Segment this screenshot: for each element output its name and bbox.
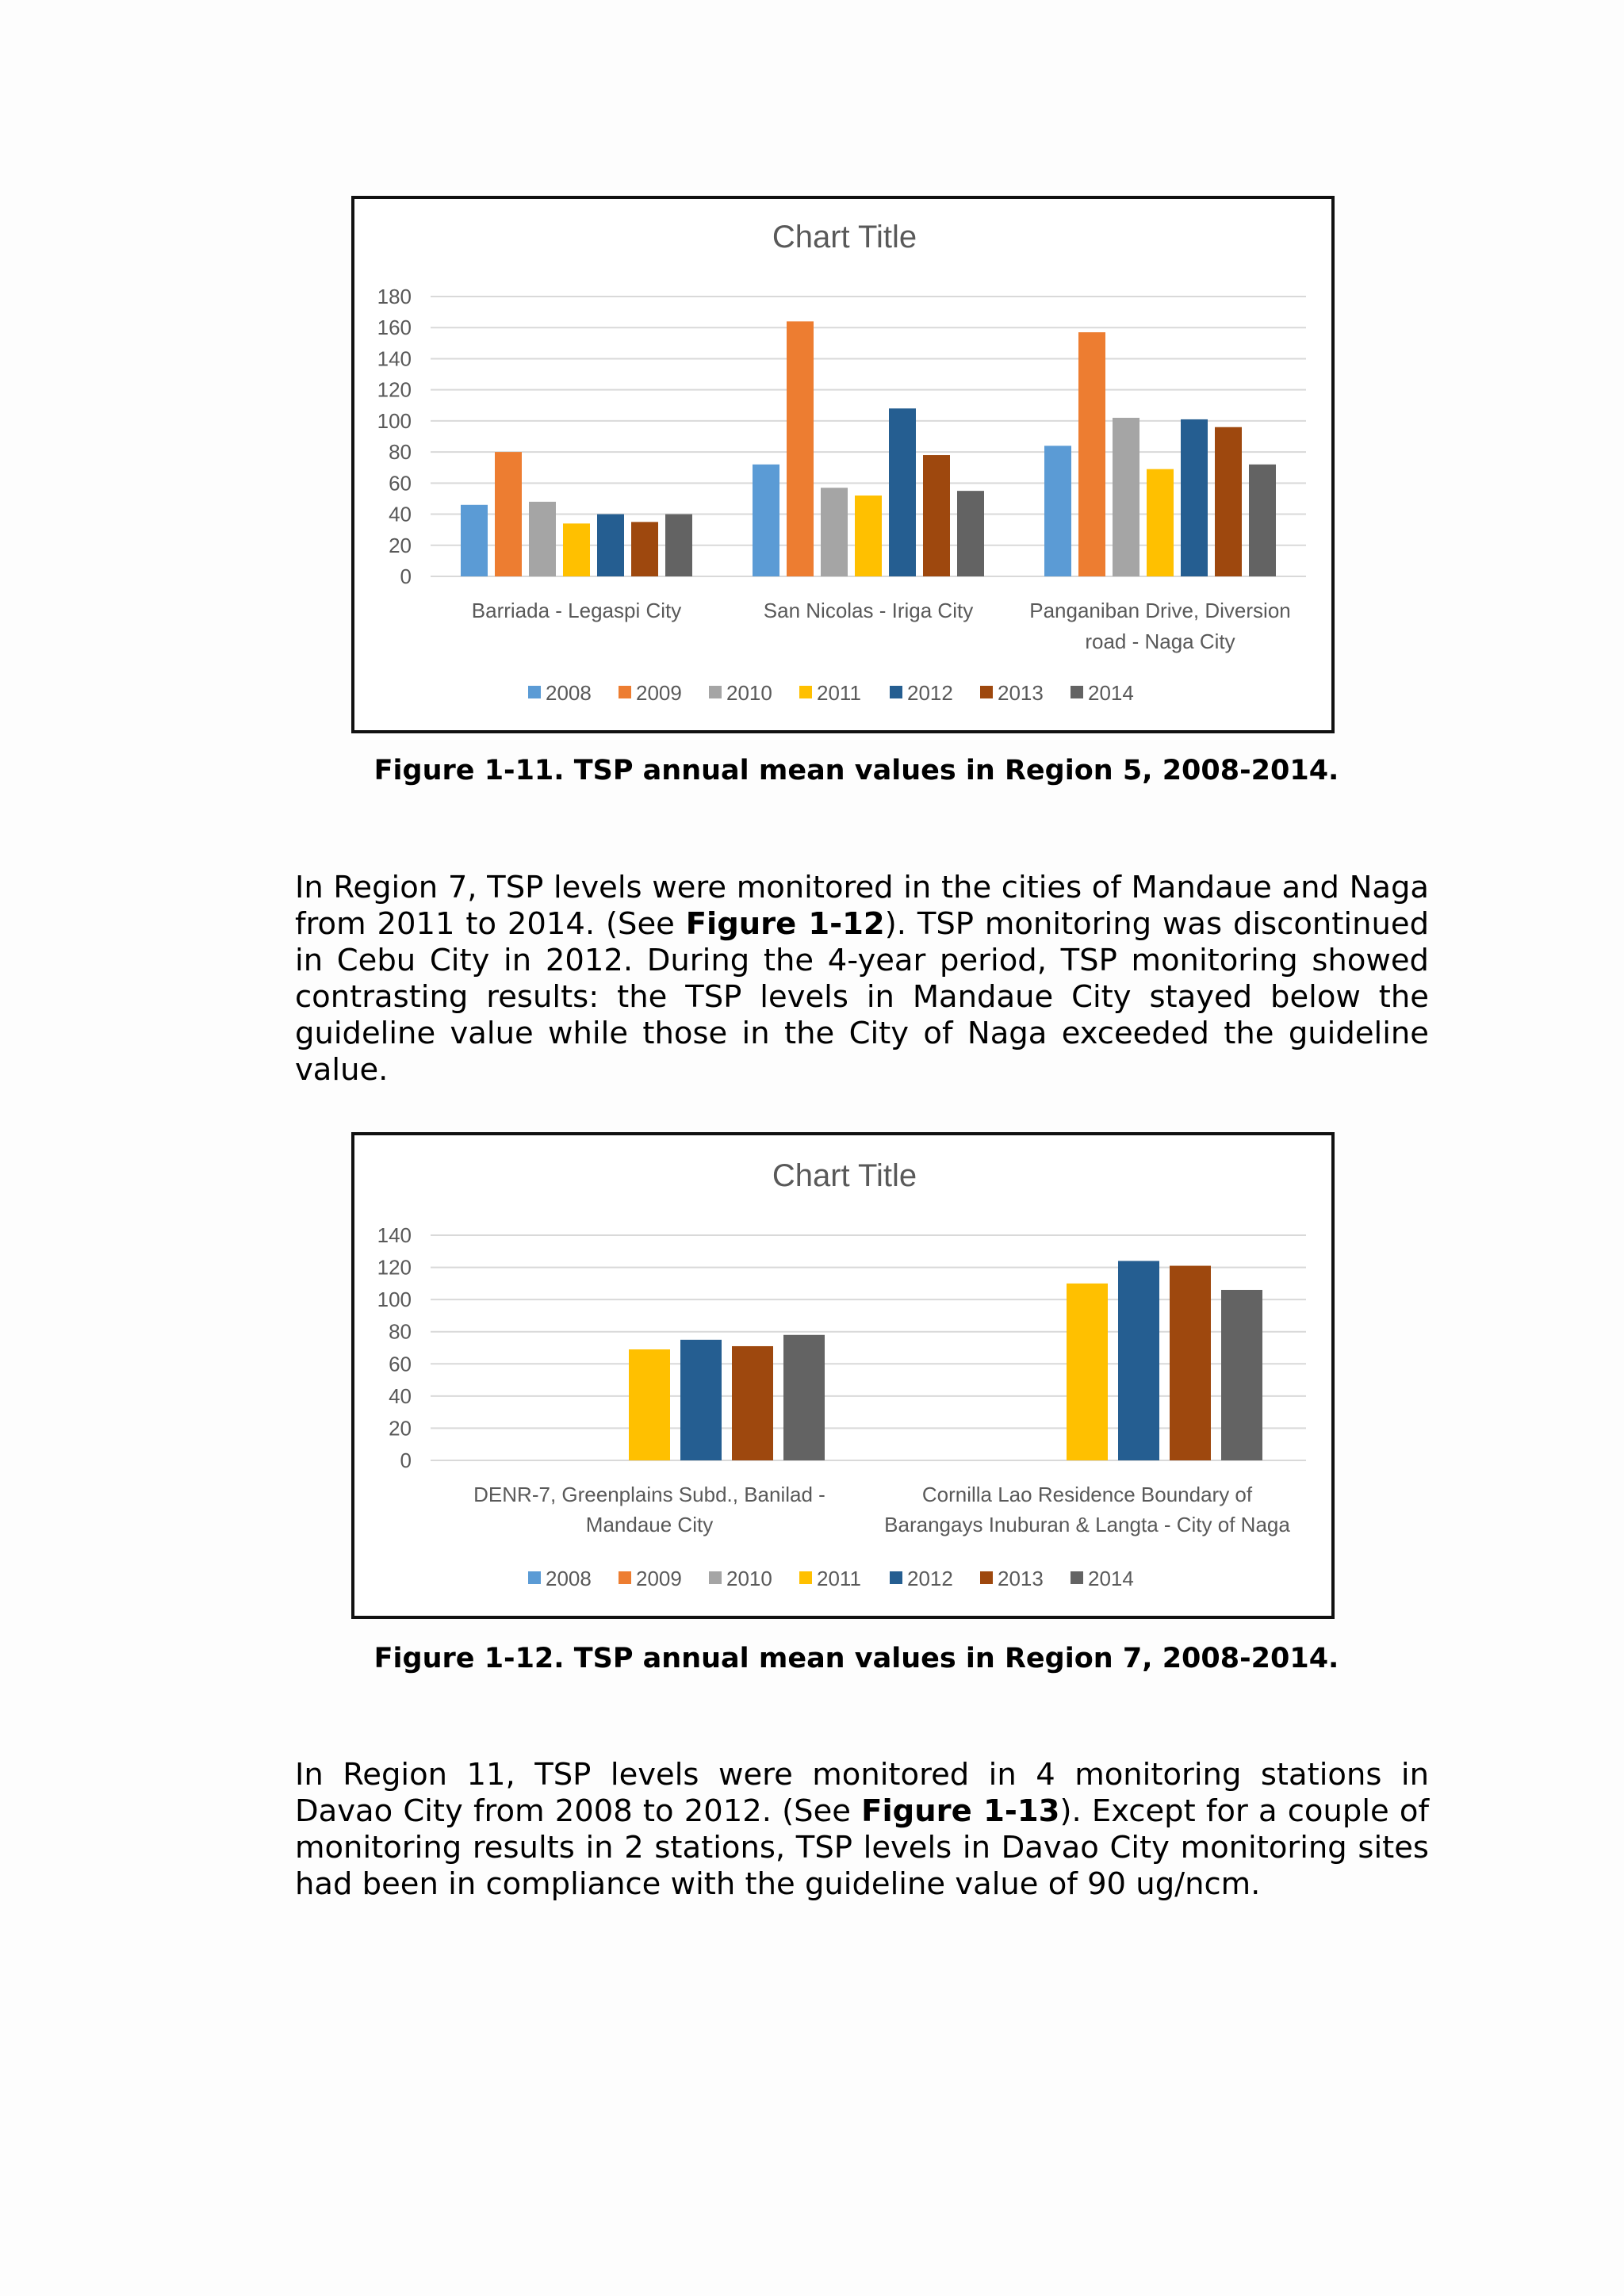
legend-label: 2011 bbox=[817, 1567, 861, 1590]
y-tick-label: 140 bbox=[377, 1223, 412, 1247]
legend-swatch bbox=[1071, 1571, 1083, 1584]
legend-label: 2009 bbox=[636, 681, 682, 705]
bar bbox=[597, 515, 624, 576]
bar bbox=[1044, 446, 1071, 576]
paragraph-region-11-text-1: In Region 11, TSP levels were monitored in 4 monitoring stations in Davao City from 2008 to 2012. (See bbox=[295, 1757, 1429, 1829]
bar bbox=[957, 491, 984, 576]
bar bbox=[1170, 1266, 1211, 1460]
bar bbox=[461, 505, 488, 576]
y-tick-label: 80 bbox=[389, 1319, 412, 1344]
chart-title: Chart Title bbox=[772, 1158, 917, 1193]
x-category-label: Barriada - Legaspi City bbox=[471, 599, 682, 622]
y-tick-label: 0 bbox=[400, 564, 412, 588]
bar bbox=[753, 465, 779, 576]
y-tick-label: 20 bbox=[389, 1416, 412, 1441]
legend-label: 2010 bbox=[726, 681, 772, 705]
figure-1-12-caption: Figure 1-12. TSP annual mean values in Region 7, 2008-2014. bbox=[373, 1643, 1339, 1674]
bar bbox=[1118, 1261, 1159, 1460]
bar bbox=[1215, 427, 1242, 576]
legend-label: 2012 bbox=[907, 1567, 953, 1590]
figure-1-11-chart bbox=[351, 196, 1335, 733]
bar bbox=[1067, 1284, 1108, 1460]
legend-label: 2008 bbox=[546, 1567, 592, 1590]
x-category-label: DENR-7, Greenplains Subd., Banilad - bbox=[473, 1483, 825, 1506]
legend-label: 2014 bbox=[1088, 1567, 1134, 1590]
legend-swatch bbox=[890, 686, 902, 698]
legend-label: 2008 bbox=[546, 681, 592, 705]
legend-swatch bbox=[619, 686, 631, 698]
y-tick-label: 80 bbox=[389, 440, 412, 465]
figure-1-11-chart-svg bbox=[354, 199, 1331, 730]
legend-label: 2013 bbox=[998, 681, 1044, 705]
x-category-label: Barangays Inuburan & Langta - City of Naga bbox=[884, 1513, 1290, 1536]
chart-title: Chart Title bbox=[772, 220, 917, 254]
bar bbox=[1249, 465, 1276, 576]
bar bbox=[732, 1346, 773, 1460]
legend-swatch bbox=[528, 686, 541, 698]
y-tick-label: 140 bbox=[377, 346, 412, 371]
y-tick-label: 20 bbox=[389, 533, 412, 557]
paragraph-region-11 bbox=[295, 1757, 1429, 1903]
figure-1-12-chart bbox=[351, 1132, 1335, 1619]
bar bbox=[1113, 418, 1139, 576]
y-tick-label: 60 bbox=[389, 1352, 412, 1376]
legend-label: 2009 bbox=[636, 1567, 682, 1590]
y-tick-label: 40 bbox=[389, 502, 412, 526]
legend-swatch bbox=[799, 1571, 812, 1584]
y-tick-label: 120 bbox=[377, 1255, 412, 1280]
legend-swatch bbox=[980, 686, 993, 698]
bar bbox=[495, 452, 522, 576]
y-tick-label: 100 bbox=[377, 1288, 412, 1312]
x-category-label: San Nicolas - Iriga City bbox=[763, 599, 974, 622]
bar bbox=[923, 455, 950, 576]
x-category-label: Cornilla Lao Residence Boundary of bbox=[921, 1483, 1253, 1506]
bar bbox=[1078, 332, 1105, 576]
legend-swatch bbox=[890, 1571, 902, 1584]
legend-swatch bbox=[528, 1571, 541, 1584]
bar bbox=[629, 1349, 670, 1460]
legend-swatch bbox=[1071, 686, 1083, 698]
bar bbox=[889, 408, 916, 576]
bar bbox=[783, 1335, 825, 1460]
y-tick-label: 100 bbox=[377, 408, 412, 433]
bar bbox=[1147, 469, 1174, 576]
legend-label: 2013 bbox=[998, 1567, 1044, 1590]
figure-1-12-reference: Figure 1-12 bbox=[685, 906, 885, 942]
legend-swatch bbox=[980, 1571, 993, 1584]
legend-label: 2010 bbox=[726, 1567, 772, 1590]
legend-swatch bbox=[709, 686, 722, 698]
y-tick-label: 160 bbox=[377, 316, 412, 340]
y-tick-label: 120 bbox=[377, 377, 412, 402]
bar bbox=[787, 321, 814, 576]
paragraph-region-7-text-1: In Region 7, TSP levels were monitored in the cities of Mandaue and Naga from 2011 to 2014. (See bbox=[295, 870, 1429, 942]
paragraph-region-7 bbox=[295, 870, 1429, 1089]
figure-1-12-chart-svg bbox=[354, 1135, 1331, 1616]
bar bbox=[563, 523, 590, 576]
figure-1-13-reference: Figure 1-13 bbox=[861, 1793, 1060, 1829]
y-tick-label: 60 bbox=[389, 471, 412, 496]
y-tick-label: 180 bbox=[377, 285, 412, 308]
x-category-label: road - Naga City bbox=[1085, 629, 1235, 653]
legend-swatch bbox=[709, 1571, 722, 1584]
bar bbox=[680, 1340, 722, 1460]
legend-label: 2012 bbox=[907, 681, 953, 705]
bar bbox=[855, 496, 882, 576]
bar bbox=[529, 502, 556, 576]
figure-1-11-caption: Figure 1-11. TSP annual mean values in Region 5, 2008-2014. bbox=[373, 755, 1339, 786]
x-category-label: Mandaue City bbox=[585, 1513, 714, 1536]
legend-swatch bbox=[799, 686, 812, 698]
bar bbox=[665, 515, 692, 576]
y-tick-label: 40 bbox=[389, 1383, 412, 1408]
x-category-label: Panganiban Drive, Diversion bbox=[1029, 599, 1291, 622]
paragraph-region-11-text-2: ). Except for a couple of monitoring results in 2 stations, TSP levels in Davao City monitoring sites had been in compliance with the guideline value of 90 ug/ncm. bbox=[295, 1793, 1430, 1902]
legend-label: 2011 bbox=[817, 681, 861, 705]
bar bbox=[631, 522, 658, 576]
legend-swatch bbox=[619, 1571, 631, 1584]
paragraph-region-7-text-2: ). TSP monitoring was discontinued in Cebu City in 2012. During the 4-year period, TSP monitoring showed contrasting results: the TSP levels in Mandaue City stayed below the guideline value while those in the City of Naga exceeded the guideline value. bbox=[295, 906, 1430, 1088]
legend-label: 2014 bbox=[1088, 681, 1134, 705]
y-tick-label: 0 bbox=[400, 1448, 412, 1472]
bar bbox=[821, 488, 848, 576]
bar bbox=[1221, 1290, 1262, 1460]
bar bbox=[1181, 419, 1208, 576]
